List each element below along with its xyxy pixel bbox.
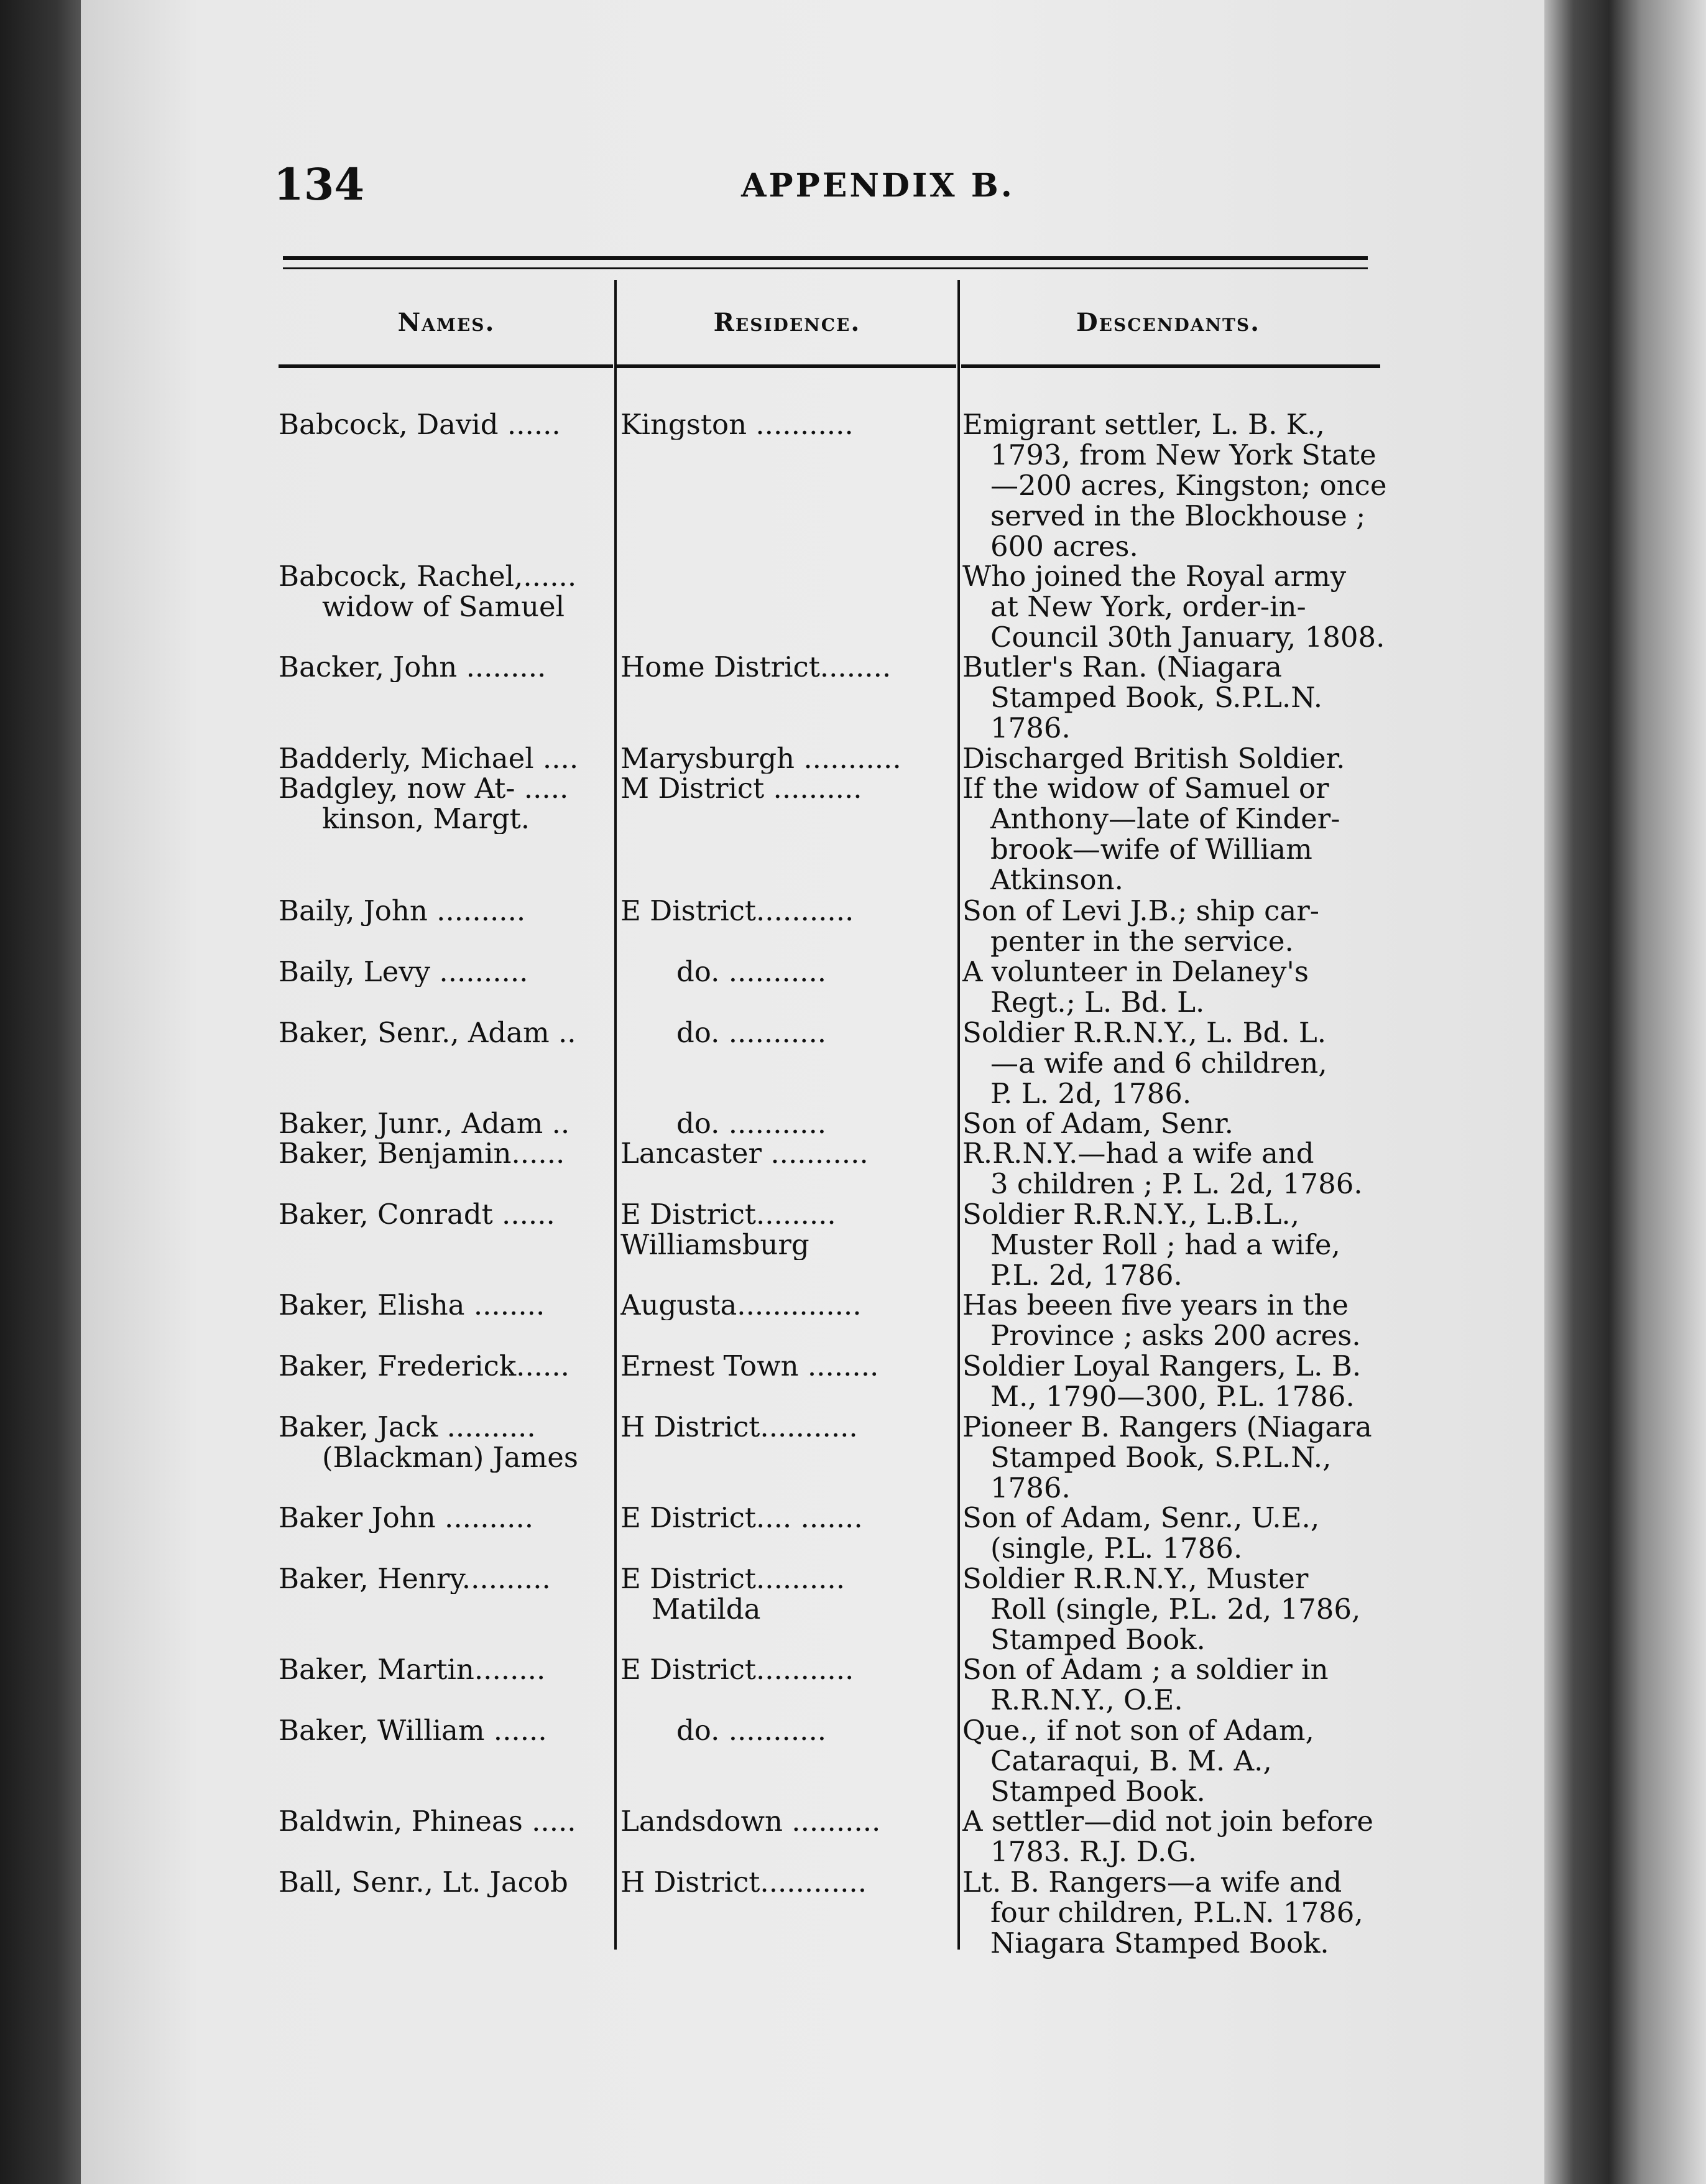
descendants-cell-line: —a wife and 6 children, <box>990 1047 1327 1080</box>
descendants-cell-line: R.R.N.Y., O.E. <box>990 1683 1183 1716</box>
descendants-cell-line: four children, P.L.N. 1786, <box>990 1896 1363 1929</box>
name-cell-line: Badderly, Michael .... <box>279 743 579 774</box>
descendants-cell-line: (single, P.L. 1786. <box>990 1532 1243 1565</box>
descendants-cell-line: P. L. 2d, 1786. <box>990 1077 1192 1110</box>
descendants-cell-line: Soldier Loyal Rangers, L. B. <box>962 1349 1362 1382</box>
descendants-cell <box>962 1199 1379 1290</box>
descendants-cell-line: M., 1790—300, P.L. 1786. <box>990 1380 1355 1413</box>
name-cell-line: Babcock, David ...... <box>279 409 561 440</box>
descendants-cell-line: 1786. <box>990 1471 1071 1504</box>
residence-cell-line: M District .......... <box>620 773 862 803</box>
name-cell-line: Backer, John ......... <box>279 652 546 682</box>
descendants-cell-line: 600 acres. <box>990 530 1138 563</box>
header-rule-descendants <box>961 364 1380 368</box>
name-cell-line: Baker, Martin........ <box>279 1654 546 1685</box>
descendants-cell-line: 1783. R.J. D.G. <box>990 1835 1197 1868</box>
name-cell-line: Badgley, now At- ..... <box>279 773 569 805</box>
name-cell-line: Baily, Levy .......... <box>279 956 528 987</box>
descendants-cell-line: A settler—did not join before <box>962 1805 1374 1838</box>
descendants-cell-line: Pioneer B. Rangers (Niagara <box>962 1410 1372 1443</box>
name-cell-line: Baker, Junr., Adam .. <box>279 1108 570 1139</box>
residence-cell-line: E District.... ....... <box>620 1502 863 1533</box>
name-cell-line: Baker, William ...... <box>279 1715 547 1746</box>
descendants-cell-line: R.R.N.Y.—had a wife and <box>962 1137 1314 1170</box>
header-rule-names <box>279 364 613 368</box>
name-cell-line: Baker, Frederick...... <box>279 1351 569 1381</box>
descendants-cell-line: Son of Adam, Senr., U.E., <box>962 1501 1320 1534</box>
descendants-cell-line: Butler's Ran. (Niagara <box>962 650 1282 683</box>
descendants-cell-line: Soldier R.R.N.Y., Muster <box>962 1562 1309 1595</box>
header-rule-residence <box>617 364 956 368</box>
descendants-cell-line: P.L. 2d, 1786. <box>990 1259 1183 1292</box>
name-cell-line: Baldwin, Phineas ..... <box>279 1806 576 1836</box>
descendants-cell-line: Regt.; L. Bd. L. <box>990 986 1205 1019</box>
descendants-cell <box>962 1290 1379 1351</box>
descendants-cell-line: Stamped Book. <box>990 1623 1206 1656</box>
descendants-cell <box>962 652 1379 743</box>
descendants-cell-line: 3 children ; P. L. 2d, 1786. <box>990 1167 1363 1200</box>
name-cell-line: Babcock, Rachel,...... <box>279 561 577 593</box>
descendants-cell-line: Soldier R.R.N.Y., L.B.L., <box>962 1198 1299 1231</box>
residence-cell-line: H District............ <box>620 1867 867 1897</box>
descendants-cell-line: Atkinson. <box>990 863 1123 896</box>
residence-cell-line: Lancaster ........... <box>620 1138 869 1168</box>
residence-cell-line: H District........... <box>620 1412 858 1442</box>
descendants-cell <box>962 773 1379 895</box>
descendants-cell <box>962 560 1385 654</box>
descendants-cell-line: —200 acres, Kingston; once <box>990 469 1387 502</box>
name-cell-line: Baker, Henry.......... <box>279 1563 551 1594</box>
residence-cell-line: Ernest Town ........ <box>620 1351 879 1381</box>
descendants-cell-line: Discharged British Soldier. <box>962 742 1345 775</box>
descendants-cell <box>962 1351 1379 1412</box>
residence-cell-line: E District........... <box>620 1654 854 1685</box>
residence-cell-line: E District........... <box>620 895 854 926</box>
descendants-cell-line: If the widow of Samuel or <box>962 772 1329 805</box>
descendants-cell <box>962 1806 1379 1867</box>
residence-cell-line: Augusta.............. <box>620 1290 862 1320</box>
scan-left-border <box>0 0 81 2184</box>
descendants-cell-line: 1793, from New York State <box>990 438 1376 471</box>
descendants-cell-line: Stamped Book. <box>990 1775 1206 1808</box>
top-rule-thin <box>283 267 1368 269</box>
column-header-residence: Residence. <box>713 308 861 337</box>
descendants-cell <box>962 1867 1379 1958</box>
name-cell-line: Baker John .......... <box>279 1502 534 1533</box>
descendants-cell-line: penter in the service. <box>990 925 1294 958</box>
descendants-cell-line: Son of Levi J.B.; ship car- <box>962 894 1319 927</box>
name-cell-line: widow of Samuel <box>322 590 565 622</box>
descendants-cell-line: 1786. <box>990 711 1071 744</box>
residence-cell-line: do. ........... <box>676 1017 827 1048</box>
residence-cell-line: Landsdown .......... <box>620 1806 881 1836</box>
residence-cell-line: E District.......... <box>620 1563 846 1595</box>
descendants-cell <box>962 1017 1379 1109</box>
name-cell-line: Baily, John .......... <box>279 895 526 926</box>
descendants-cell <box>962 1715 1379 1807</box>
residence-cell-line: Home District........ <box>620 652 892 682</box>
residence-cell-line: Kingston ........... <box>620 409 854 440</box>
name-cell-line: Baker, Senr., Adam .. <box>279 1017 576 1048</box>
name-cell-line: (Blackman) James <box>322 1441 578 1473</box>
name-cell-line: Baker, Elisha ........ <box>279 1290 545 1320</box>
descendants-cell-line: Que., if not son of Adam, <box>962 1714 1314 1747</box>
descendants-cell <box>962 1563 1379 1655</box>
descendants-cell-line: Son of Adam, Senr. <box>962 1107 1233 1140</box>
descendants-cell-line: Muster Roll ; had a wife, <box>990 1228 1340 1261</box>
column-header-names: Names. <box>397 308 496 337</box>
descendants-cell-line: Cataraqui, B. M. A., <box>990 1744 1272 1777</box>
column-header-descendants: Descendants. <box>1076 308 1261 337</box>
descendants-cell <box>962 1654 1379 1715</box>
descendants-cell-line: brook—wife of William <box>990 833 1312 866</box>
descendants-cell <box>962 956 1379 1017</box>
residence-cell-line: E District......... <box>620 1199 836 1231</box>
name-cell-line: kinson, Margt. <box>322 802 530 834</box>
running-head: APPENDIX B. <box>741 167 1015 205</box>
top-rule-thick <box>283 256 1368 260</box>
descendants-cell-line: Who joined the Royal army <box>962 560 1347 593</box>
book-page <box>81 0 1544 2184</box>
descendants-cell-line: Stamped Book, S.P.L.N., <box>990 1441 1332 1474</box>
descendants-cell <box>962 1502 1379 1563</box>
descendants-cell-line: Has beeen five years in the <box>962 1289 1349 1321</box>
residence-cell-line: Williamsburg <box>620 1228 809 1260</box>
descendants-cell-line: Roll (single, P.L. 2d, 1786, <box>990 1593 1361 1626</box>
residence-cell-line: do. ........... <box>676 1108 827 1139</box>
descendants-cell-line: Lt. B. Rangers—a wife and <box>962 1866 1342 1899</box>
name-cell-line: Ball, Senr., Lt. Jacob <box>279 1867 568 1897</box>
page-number: 134 <box>274 159 365 210</box>
name-cell-line: Baker, Conradt ...... <box>279 1199 555 1229</box>
descendants-cell <box>962 1412 1379 1503</box>
descendants-cell-line: at New York, order-in- <box>990 590 1306 623</box>
descendants-cell-line: Stamped Book, S.P.L.N. <box>990 681 1323 714</box>
descendants-cell-line: Niagara Stamped Book. <box>990 1927 1329 1960</box>
residence-cell-line: do. ........... <box>676 956 827 987</box>
residence-cell-line: Marysburgh ........... <box>620 743 901 774</box>
descendants-cell <box>962 743 1379 774</box>
descendants-cell-line: Emigrant settler, L. B. K., <box>962 408 1325 441</box>
residence-cell-line: do. ........... <box>676 1715 827 1746</box>
scan-right-border <box>1544 0 1706 2184</box>
descendants-cell-line: Council 30th January, 1808. <box>990 621 1385 654</box>
descendants-cell-line: Soldier R.R.N.Y., L. Bd. L. <box>962 1016 1327 1049</box>
descendants-cell <box>962 408 1387 563</box>
descendants-cell-line: served in the Blockhouse ; <box>990 499 1366 532</box>
descendants-cell <box>962 1138 1379 1199</box>
descendants-cell-line: Son of Adam ; a soldier in <box>962 1653 1329 1686</box>
name-cell-line: Baker, Benjamin...... <box>279 1138 565 1168</box>
residence-cell-line: Matilda <box>652 1593 761 1624</box>
descendants-cell-line: Anthony—late of Kinder- <box>990 802 1340 835</box>
descendants-cell <box>962 895 1379 956</box>
name-cell <box>279 561 692 622</box>
descendants-cell-line: A volunteer in Delaney's <box>962 955 1309 988</box>
descendants-cell-line: Province ; asks 200 acres. <box>990 1319 1361 1352</box>
name-cell-line: Baker, Jack .......... <box>279 1412 536 1443</box>
descendants-cell <box>962 1108 1379 1139</box>
